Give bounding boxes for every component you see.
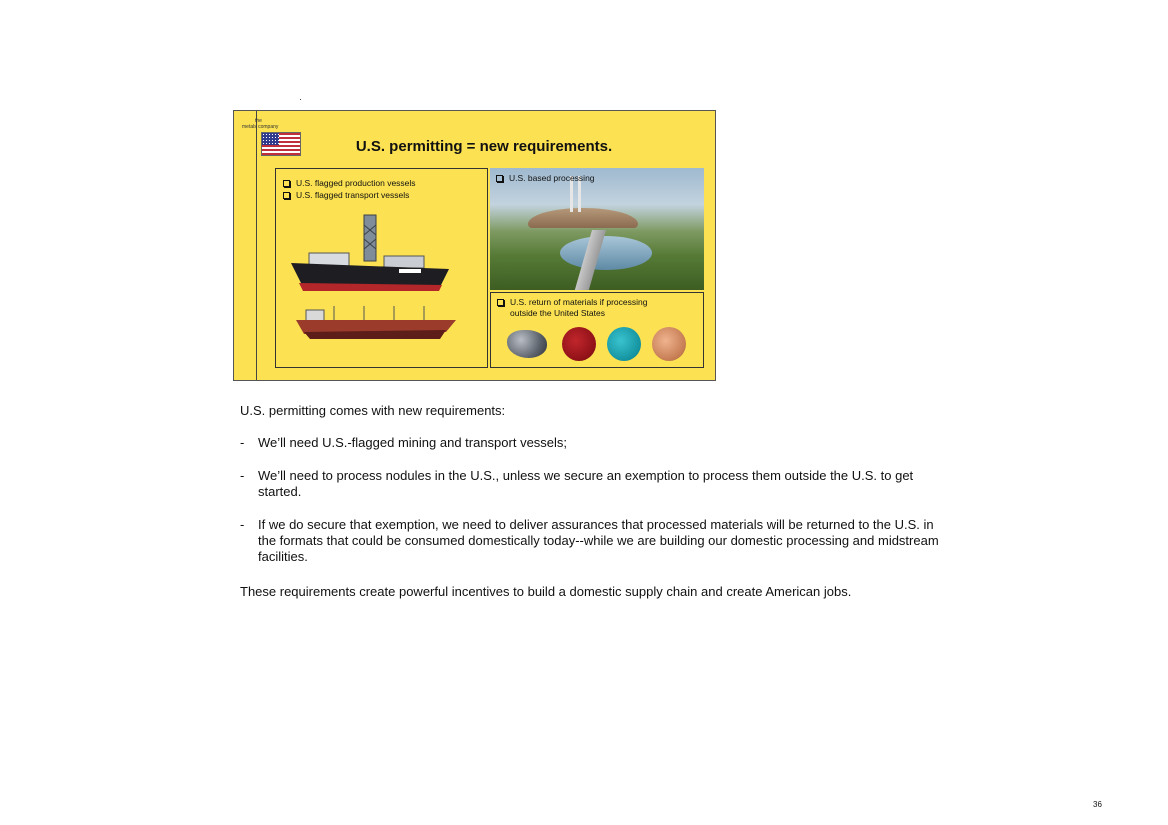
notes-item-text: We’ll need U.S.-flagged mining and transport vessels; — [258, 435, 568, 450]
processing-facility-photo — [490, 168, 704, 290]
notes-closing: These requirements create powerful incentives to build a domestic supply chain and create American jobs. — [240, 584, 852, 599]
bullet-text-line2: outside the United States — [510, 308, 605, 318]
transport-vessel-icon — [294, 302, 459, 342]
cyan-powder-icon — [607, 327, 641, 361]
bullet-based-processing — [494, 173, 595, 184]
materials-row — [507, 327, 707, 363]
stray-dot — [300, 99, 301, 100]
red-powder-icon — [562, 327, 596, 361]
bullet-production-vessels — [281, 178, 416, 189]
bullet-text — [510, 297, 647, 319]
bullet-transport-vessels — [281, 190, 409, 201]
flag-canton — [262, 133, 279, 145]
production-vessel-icon — [289, 211, 454, 296]
company-logo — [242, 117, 292, 131]
checkbox-bullet-icon — [283, 192, 290, 199]
checkbox-bullet-icon — [496, 175, 503, 182]
slide-margin-line — [256, 111, 257, 381]
slide-thumbnail — [233, 110, 716, 381]
raw-nodule-icon — [507, 330, 547, 358]
bullet-text-line1: U.S. return of materials if processing — [510, 297, 648, 307]
notes-item-text: We’ll need to process nodules in the U.S., unless we secure an exemption to process them outside the U.S. to get started. — [258, 468, 914, 499]
checkbox-bullet-icon — [283, 180, 290, 187]
bullet-text: U.S. flagged transport vessels — [296, 190, 410, 200]
dash-bullet: - — [240, 435, 245, 450]
checkbox-bullet-icon — [497, 299, 504, 306]
notes-item-text: If we do secure that exemption, we need to deliver assurances that processed materials will be returned to the U.S. in the formats that could be consumed domestically today--while we are building our domestic processing and midstream facilities. — [258, 517, 939, 564]
dash-bullet: - — [240, 468, 245, 483]
bullet-text: U.S. flagged production vessels — [296, 178, 416, 188]
us-flag-icon — [261, 132, 301, 156]
slide-title: U.S. permitting = new requirements. — [355, 138, 613, 155]
bullet-text: U.S. based processing — [509, 173, 595, 183]
logo-text-bottom: metals company — [242, 124, 279, 130]
dash-bullet: - — [240, 517, 245, 532]
page-number: 36 — [1093, 800, 1102, 809]
facility-building — [528, 208, 638, 228]
lake — [560, 236, 652, 270]
bullet-return-materials — [495, 297, 695, 319]
notes-intro: U.S. permitting comes with new requirements: — [240, 403, 506, 418]
copper-powder-icon — [652, 327, 686, 361]
logo-text-top: the — [255, 118, 262, 124]
